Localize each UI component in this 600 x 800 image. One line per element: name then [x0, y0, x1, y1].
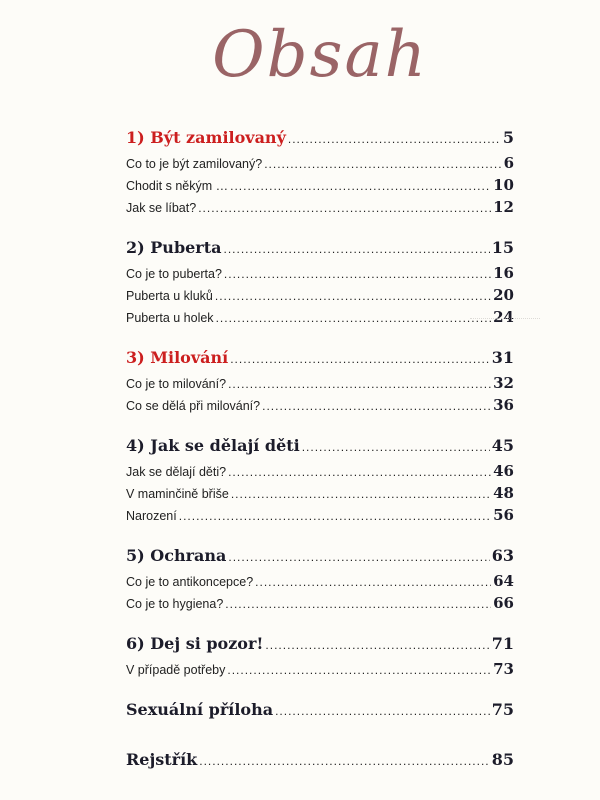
toc-page-number: 15	[491, 238, 514, 257]
toc-section-2	[126, 238, 514, 330]
toc-heading-label: Sexuální příloha	[126, 700, 274, 719]
toc-heading[interactable]	[126, 128, 514, 154]
toc-page-number: 16	[493, 264, 514, 282]
toc-entry[interactable]	[126, 594, 514, 616]
toc-entry-label: Co je to antikoncepce?	[126, 575, 254, 589]
leader-dots	[224, 242, 490, 256]
toc-section-5	[126, 546, 514, 616]
leader-dots	[199, 754, 489, 768]
toc-page-number: 64	[493, 572, 514, 590]
leader-dots	[216, 311, 492, 325]
leader-dots	[230, 179, 491, 193]
toc-section-1	[126, 128, 514, 220]
toc-page-number: 45	[491, 436, 514, 455]
toc-heading-label: 2) Puberta	[126, 238, 222, 257]
toc-page-number: 10	[493, 176, 514, 194]
toc-entry-label: V případě potřeby	[126, 663, 226, 677]
leader-dots	[215, 289, 491, 303]
toc-page-number: 85	[491, 750, 514, 769]
toc-page-number: 31	[491, 348, 514, 367]
table-of-contents	[126, 128, 514, 800]
leader-dots	[224, 267, 491, 281]
toc-page-number: 56	[493, 506, 514, 524]
toc-page-number: 36	[493, 396, 514, 414]
toc-heading[interactable]	[126, 634, 514, 660]
toc-entry[interactable]	[126, 506, 514, 528]
leader-dots	[228, 377, 491, 391]
leader-dots	[198, 201, 491, 215]
leader-dots	[227, 663, 491, 677]
toc-page-number: 48	[493, 484, 514, 502]
leader-dots	[264, 157, 501, 171]
toc-entry[interactable]	[126, 176, 514, 198]
toc-entry[interactable]	[126, 396, 514, 418]
leader-dots	[255, 575, 491, 589]
toc-heading-label: 1) Být zamilovaný	[126, 128, 286, 147]
toc-page-number: 63	[491, 546, 514, 565]
toc-entry-label: Puberta u kluků	[126, 289, 213, 303]
toc-entry[interactable]	[126, 308, 514, 330]
toc-entry[interactable]	[126, 572, 514, 594]
toc-page-number: 73	[493, 660, 514, 678]
toc-entry[interactable]	[126, 286, 514, 308]
toc-heading[interactable]	[126, 436, 514, 462]
toc-entry-label: Co se dělá při milování?	[126, 399, 261, 413]
toc-entry[interactable]	[126, 374, 514, 396]
toc-heading-label: Rejstřík	[126, 750, 198, 769]
toc-page-number: 66	[493, 594, 514, 612]
toc-page-number: 71	[491, 634, 514, 653]
toc-page-number: 12	[493, 198, 514, 216]
leader-dots	[302, 440, 490, 454]
toc-entry-label: Puberta u holek	[126, 311, 214, 325]
toc-page-number: 5	[502, 128, 514, 147]
leader-dots	[228, 465, 491, 479]
leader-dots	[275, 704, 490, 718]
toc-entry-label: Co je to milování?	[126, 377, 227, 391]
toc-heading-label: 6) Dej si pozor!	[126, 634, 264, 653]
page-title: Obsah	[212, 18, 428, 92]
toc-page-number: 32	[493, 374, 514, 392]
toc-entry[interactable]	[126, 660, 514, 682]
leader-dots	[231, 487, 491, 501]
toc-entry[interactable]	[126, 484, 514, 506]
toc-heading[interactable]	[126, 348, 514, 374]
paper-smudge	[470, 318, 540, 325]
toc-section-4	[126, 436, 514, 528]
toc-entry[interactable]	[126, 198, 514, 220]
leader-dots	[230, 352, 490, 366]
toc-page-number: 46	[493, 462, 514, 480]
toc-heading-label: 4) Jak se dělají děti	[126, 436, 300, 455]
toc-entry-label: Narození	[126, 509, 177, 523]
toc-section-6	[126, 634, 514, 682]
toc-heading[interactable]	[126, 238, 514, 264]
toc-entry-label: Co je to hygiena?	[126, 597, 224, 611]
toc-page-number: 75	[491, 700, 514, 719]
toc-heading[interactable]	[126, 750, 514, 776]
toc-entry[interactable]	[126, 462, 514, 484]
toc-entry-label: Co to je být zamilovaný?	[126, 157, 263, 171]
leader-dots	[288, 132, 501, 146]
toc-section-3	[126, 348, 514, 418]
toc-entry-label: Jak se dělají děti?	[126, 465, 227, 479]
toc-page-number: 20	[493, 286, 514, 304]
toc-heading-label: 3) Milování	[126, 348, 229, 367]
toc-index	[126, 750, 514, 776]
toc-page-number: 24	[493, 308, 514, 326]
toc-appendix	[126, 700, 514, 726]
toc-heading[interactable]	[126, 546, 514, 572]
leader-dots	[225, 597, 491, 611]
toc-entry-label: Co je to puberta?	[126, 267, 222, 281]
toc-entry-label: Jak se líbat?	[126, 201, 197, 215]
leader-dots	[228, 550, 489, 564]
toc-heading-label: 5) Ochrana	[126, 546, 227, 565]
toc-entry-label: Chodit s někým …	[126, 179, 229, 193]
toc-entry[interactable]	[126, 264, 514, 286]
toc-page-number: 6	[503, 154, 514, 172]
toc-entry[interactable]	[126, 154, 514, 176]
toc-entry-label: V maminčině břiše	[126, 487, 229, 501]
leader-dots	[265, 638, 489, 652]
toc-heading[interactable]	[126, 700, 514, 726]
leader-dots	[262, 399, 491, 413]
leader-dots	[179, 509, 491, 523]
